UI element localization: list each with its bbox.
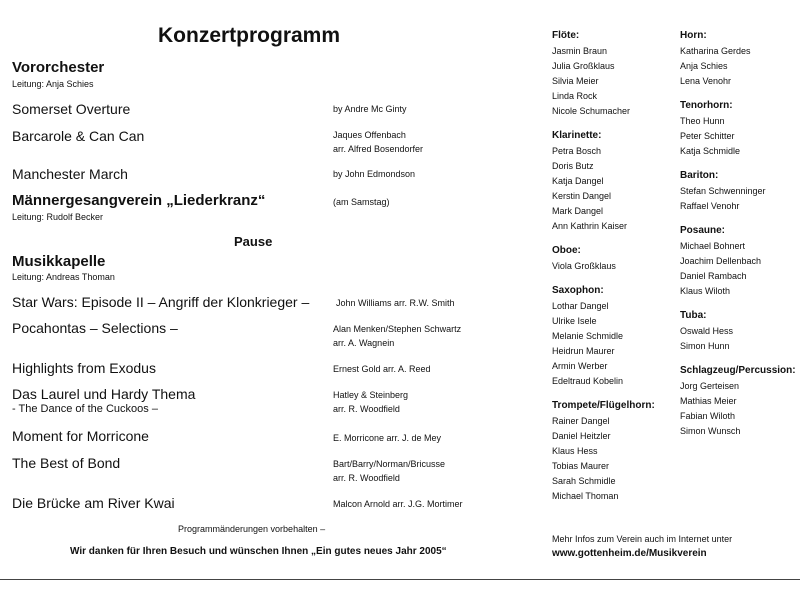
musician-name: Theo Hunn (680, 116, 725, 126)
musician-name: Oswald Hess (680, 326, 734, 336)
musician-name: Mark Dangel (552, 206, 604, 216)
piece-title: Pocahontas – Selections – (12, 320, 178, 336)
piece-arranger: arr. Alfred Bosendorfer (333, 144, 424, 154)
piece-title: Moment for Morricone (12, 428, 149, 444)
musician-name: Raffael Venohr (680, 201, 740, 211)
piece-composer: Alan Menken/Stephen Schwartz (333, 324, 462, 334)
piece-subtitle: - The Dance of the Cuckoos – (12, 403, 158, 415)
musician-name: Sarah Schmidle (552, 476, 616, 486)
piece-composer: Bart/Barry/Norman/Bricusse (333, 459, 446, 469)
website-link[interactable]: www.gottenheim.de/Musikverein (552, 548, 707, 559)
piece-arranger: arr. R. Woodfield (333, 473, 400, 483)
musician-name: Julia Großklaus (552, 61, 615, 71)
musician-name: Stefan Schwenninger (680, 186, 766, 196)
musician-name: Ulrike Isele (552, 316, 597, 326)
musician-name: Simon Wunsch (680, 426, 741, 436)
piece-arranger: arr. R. Woodfield (333, 404, 400, 414)
section-maennergesangverein-note: (am Samstag) (333, 197, 390, 207)
instrument-heading: Oboe: (552, 245, 581, 256)
section-maennergesangverein: Männergesangverein „Liederkranz“ (12, 192, 266, 209)
musician-name: Melanie Schmidle (552, 331, 624, 341)
musician-name: Rainer Dangel (552, 416, 610, 426)
website-info-text: Mehr Infos zum Verein auch im Internet unter (552, 534, 733, 544)
musician-name: Armin Werber (552, 361, 608, 371)
musician-name: Michael Bohnert (680, 241, 746, 251)
musician-name: Mathias Meier (680, 396, 737, 406)
piece-title: Highlights from Exodus (12, 360, 156, 376)
piece-composer: by Andre Mc Ginty (333, 104, 407, 114)
musician-name: Linda Rock (552, 91, 598, 101)
piece-title: Manchester March (12, 166, 128, 182)
piece-arranger: arr. A. Wagnein (333, 338, 395, 348)
instrument-heading: Saxophon: (552, 285, 604, 296)
thank-you-note: Wir danken für Ihren Besuch und wünschen Ihnen „Ein gutes neues Jahr 2005“ (70, 546, 447, 557)
section-musikkapelle-leader: Leitung: Andreas Thoman (12, 272, 115, 282)
piece-title: Star Wars: Episode II – Angriff der Klonkrieger – (12, 294, 310, 310)
instrument-heading: Tenorhorn: (680, 100, 733, 111)
instrument-heading: Flöte: (552, 30, 580, 41)
section-maennergesangverein-leader: Leitung: Rudolf Becker (12, 212, 104, 222)
musician-name: Peter Schitter (680, 131, 735, 141)
musician-name: Nicole Schumacher (552, 106, 631, 116)
piece-composer: Hatley & Steinberg (333, 390, 409, 400)
musician-name: Silvia Meier (552, 76, 599, 86)
musician-name: Lothar Dangel (552, 301, 609, 311)
musician-name: Katja Dangel (552, 176, 604, 186)
piece-composer: E. Morricone arr. J. de Mey (333, 433, 442, 443)
musician-name: Doris Butz (552, 161, 594, 171)
musician-name: Tobias Maurer (552, 461, 610, 471)
section-musikkapelle: Musikkapelle (12, 253, 106, 270)
piece-composer: Malcon Arnold arr. J.G. Mortimer (333, 499, 463, 509)
musician-name: Kerstin Dangel (552, 191, 612, 201)
musician-name: Daniel Rambach (680, 271, 747, 281)
musician-name: Daniel Heitzler (552, 431, 611, 441)
piece-composer: Ernest Gold arr. A. Reed (333, 364, 431, 374)
piece-title: Somerset Overture (12, 101, 131, 117)
piece-composer: John Williams arr. R.W. Smith (336, 298, 455, 308)
musician-name: Klaus Hess (552, 446, 598, 456)
musician-name: Katharina Gerdes (680, 46, 751, 56)
instrument-heading: Horn: (680, 30, 707, 41)
musician-name: Katja Schmidle (680, 146, 741, 156)
musician-name: Simon Hunn (680, 341, 730, 351)
musician-name: Jorg Gerteisen (680, 381, 740, 391)
musician-name: Edeltraud Kobelin (552, 376, 624, 386)
section-vororchester-leader: Leitung: Anja Schies (12, 79, 94, 89)
instrument-heading: Klarinette: (552, 130, 602, 141)
piece-title: Die Brücke am River Kwai (12, 495, 175, 511)
page-title: Konzertprogramm (158, 24, 341, 47)
piece-title: Barcarole & Can Can (12, 128, 145, 144)
musician-name: Joachim Dellenbach (680, 256, 762, 266)
piece-title: Das Laurel und Hardy Thema (12, 386, 196, 402)
instrument-heading: Tuba: (680, 310, 707, 321)
musician-name: Jasmin Braun (552, 46, 608, 56)
section-vororchester: Vororchester (12, 59, 105, 76)
instrument-heading: Schlagzeug/Percussion: (680, 365, 796, 376)
instrument-heading: Posaune: (680, 225, 726, 236)
musician-name: Klaus Wiloth (680, 286, 731, 296)
bottom-divider (0, 579, 800, 580)
musician-name: Petra Bosch (552, 146, 602, 156)
instrument-heading: Trompete/Flügelhorn: (552, 400, 655, 411)
pause-heading: Pause (234, 234, 273, 249)
program-changes-note: Programmänderungen vorbehalten – (178, 524, 326, 534)
piece-composer: by John Edmondson (333, 169, 416, 179)
musician-name: Fabian Wiloth (680, 411, 736, 421)
piece-title: The Best of Bond (12, 455, 121, 471)
musician-name: Heidrun Maurer (552, 346, 615, 356)
musician-name: Michael Thoman (552, 491, 619, 501)
musician-name: Ann Kathrin Kaiser (552, 221, 628, 231)
musician-name: Lena Venohr (680, 76, 732, 86)
piece-composer: Jaques Offenbach (333, 130, 406, 140)
musician-name: Anja Schies (680, 61, 728, 71)
instrument-heading: Bariton: (680, 170, 719, 181)
musician-name: Viola Großklaus (552, 261, 616, 271)
